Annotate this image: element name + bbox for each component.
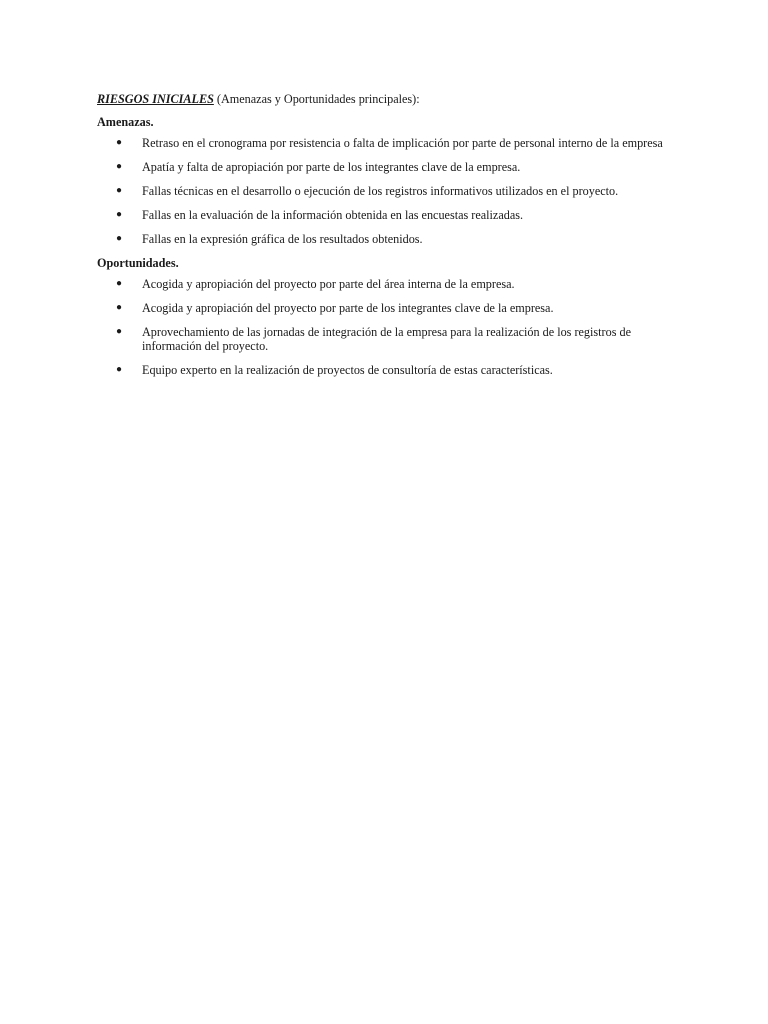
bullet-icon: ● — [116, 161, 123, 172]
bullet-icon: ● — [116, 302, 123, 313]
bullet-icon: ● — [116, 209, 123, 220]
list-item — [97, 208, 667, 222]
bullet-icon: ● — [116, 185, 123, 196]
list-item-text: Fallas en la evaluación de la información obtenida en las encuestas realizadas. — [142, 208, 524, 222]
list-item — [97, 136, 667, 150]
list-item-text: Fallas en la expresión gráfica de los resultados obtenidos. — [142, 232, 423, 246]
list-item-text: Acogida y apropiación del proyecto por parte de los integrantes clave de la empresa. — [142, 301, 554, 315]
list-item — [97, 160, 667, 174]
list-item-text: Equipo experto en la realización de proyectos de consultoría de estas características. — [142, 363, 553, 377]
section-label-amenazas: Amenazas. — [97, 115, 154, 129]
list-item — [97, 277, 667, 291]
bullet-icon: ● — [116, 278, 123, 289]
heading-subtitle: (Amenazas y Oportunidades principales): — [213, 92, 420, 106]
list-item-text: Aprovechamiento de las jornadas de integración de la empresa para la realización de los registros de información del proyecto. — [142, 325, 631, 353]
document-heading — [97, 92, 667, 106]
list-item — [97, 184, 667, 198]
oportunidades-list — [97, 277, 667, 377]
bullet-icon: ● — [116, 326, 123, 337]
list-item — [97, 232, 667, 246]
list-item-text: Apatía y falta de apropiación por parte de los integrantes clave de la empresa. — [142, 160, 521, 174]
list-item — [97, 325, 667, 353]
list-item — [97, 301, 667, 315]
heading-title: RIESGOS INICIALES — [97, 92, 214, 106]
bullet-icon: ● — [116, 137, 123, 148]
amenazas-list — [97, 136, 667, 246]
bullet-icon: ● — [116, 233, 123, 244]
list-item-text: Retraso en el cronograma por resistencia o falta de implicación por parte de personal interno de la empresa — [142, 136, 663, 150]
list-item — [97, 363, 667, 377]
document-body — [97, 92, 667, 387]
section-label-oportunidades: Oportunidades. — [97, 256, 179, 270]
bullet-icon: ● — [116, 364, 123, 375]
list-item-text: Acogida y apropiación del proyecto por parte del área interna de la empresa. — [142, 277, 515, 291]
list-item-text: Fallas técnicas en el desarrollo o ejecución de los registros informativos utilizados en el proyecto. — [142, 184, 619, 198]
